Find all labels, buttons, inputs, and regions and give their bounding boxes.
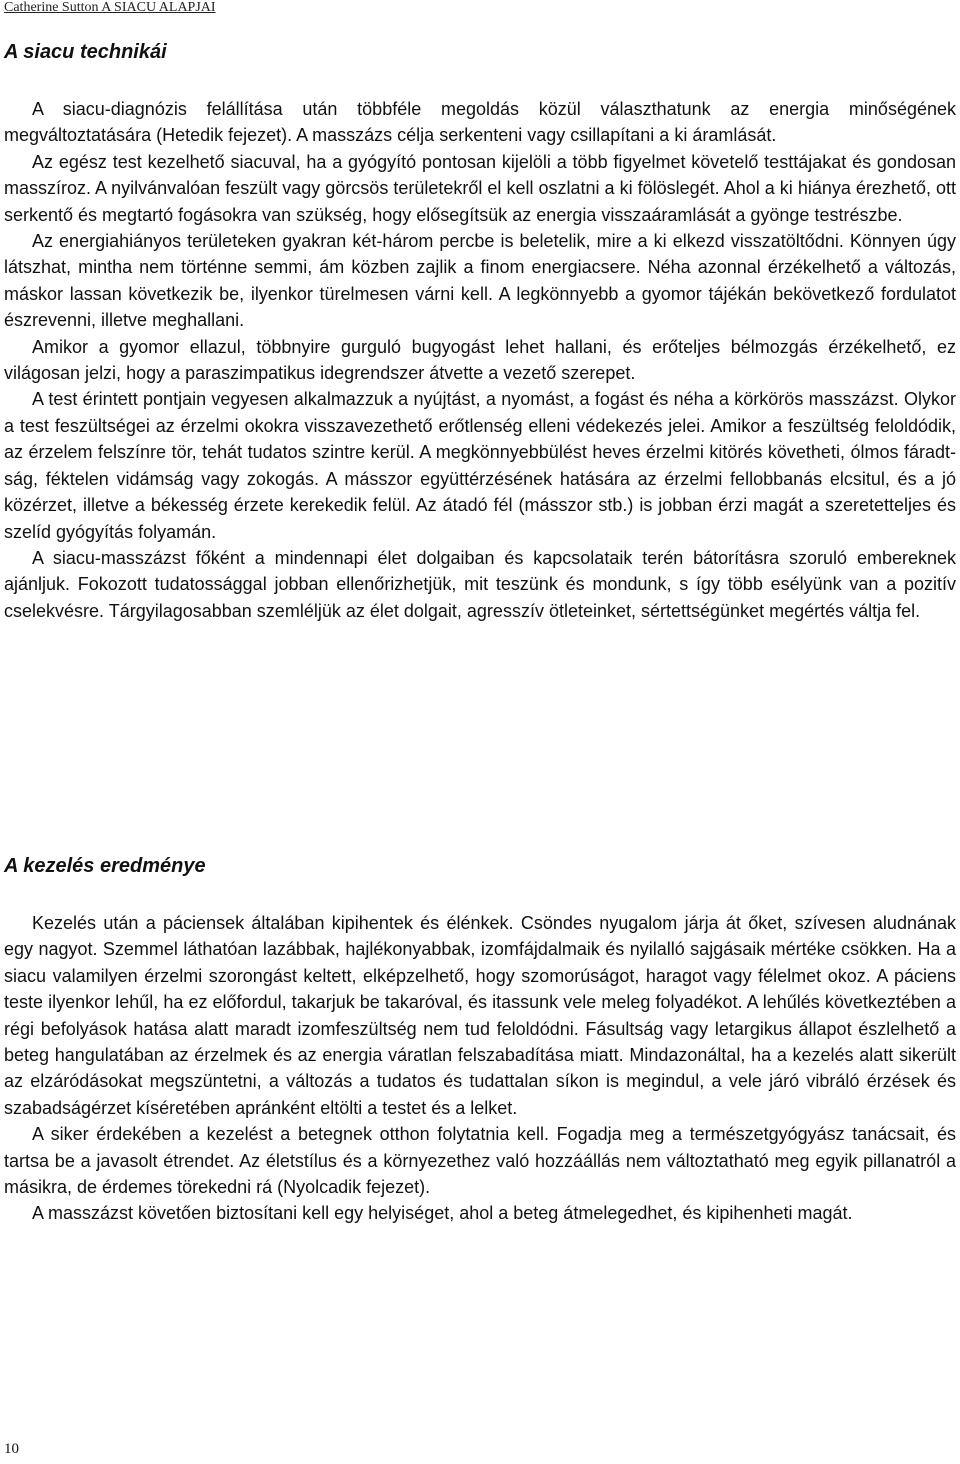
paragraph: A siacu-diagnózis felállítása után többféle megoldás közül választhatunk az energia minőségének megváltoztatására (Hetedik fejezet). A masszázs célja serkenteni vagy csillapítani a ki áramlását. [4, 99, 956, 146]
section-title-siacu-techniques: A siacu technikái [4, 41, 167, 63]
paragraph: A siacu-masszázst főként a mindennapi élet dolgaiban és kapcsolataik terén bátorításra szoruló embereknek ajánljuk. Fokozott tudatossággal jobban ellenőrizhetjük, mit teszünk és mondunk, s így több esélyünk van a pozitív cselekvésre. Tárgyilagosabban szemléljük az élet dolgait, agresszív ötleteinket, sértettségünket megértés váltja fel. [4, 547, 956, 621]
paragraph: A siker érdekében a kezelést a betegnek otthon folytatnia kell. Fogadja meg a természetgyógyász tanácsait, és tartsa be a javasolt étrendet. Az életstílus és a környezethez való hozzáállás nem változtatható meg egyik pillanatról a másikra, de érdemes törekedni rá (Nyolcadik fejezet). [4, 1124, 956, 1198]
paragraph: Kezelés után a páciensek általában kipihentek és élénkek. Csöndes nyugalom járja át őket, szívesen aludnának egy nagyot. Szemmel láthatóan lazábbak, hajlékonyabbak, izomfájdalmaik és nyilalló sajgásaik mértéke csökken. Ha a siacu valamilyen érzelmi szorongást keltett, elképzelhető, hogy szomorúságot, haragot vagy félelmet okoz. A páciens teste ilyenkor lehűl, ha ez előfordul, takarjuk be takaróval, és itassunk vele meleg folyadékot. A lehűlés következtében a régi befolyások hatása alatt maradt izomfeszültség nem tud feloldódni. Fásultság vagy letargikus állapot észlelhető a beteg hangulatában az érzelmek és az energia váratlan felszabadítása miatt. Mindazonáltal, ha a kezelés alatt sikerült az elzáródásokat megszüntetni, a változás a tudatos és tudattalan síkon is megindul, a vele járó vibráló érzések és szabadságérzet kíséretében apránként eltölti a testet és a lelket. [4, 913, 956, 1118]
section-title-treatment-result: A kezelés eredménye [4, 855, 206, 877]
section-body-treatment-result [4, 910, 956, 1227]
paragraph: A masszázst követően biztosítani kell egy helyiséget, ahol a beteg átmelegedhet, és kipihenheti magát. [32, 1203, 853, 1224]
paragraph: A test érintett pontjain vegyesen alkalmazzuk a nyújtást, a nyomást, a fogást és néha a körkörös masszázst. Olykor a test feszültségei az érzelmi okokra visszavezethető erőtlenség elleni védekezés jelei. Amikor a feszültség feloldódik, az érzelem felszínre tör, tehát tudatos szintre kerül. A megkönnyebbülést heves érzelmi kitörés követheti, ólmos fáradtság, féktelen vidámság vagy zokogás. A másszor együttérzésének hatására az érzelmi fellobbanás elcsitul, és a jó közérzet, illetve a békesség érzete kerekedik felül. Az átadó fél (másszor stb.) is jobban érzi magát a szeretetteljes és szelíd gyógyítás folyamán. [4, 389, 956, 542]
paragraph: Az egész test kezelhető siacuval, ha a gyógyító pontosan kijelöli a több figyelmet követelő testtájakat és gondosan masszíroz. A nyilvánvalóan feszült vagy görcsös területekről el kell oszlatni a ki fölöslegét. Ahol a ki hiánya érezhető, ott serkentő és megtartó fogásokra van szükség, hogy elősegítsük az energia visszaáramlását a gyönge testrészbe. [4, 151, 956, 225]
page-number: 10 [4, 1441, 19, 1457]
section-body-siacu-techniques [4, 96, 956, 624]
running-header: Catherine Sutton A SIACU ALAPJAI [4, 0, 216, 15]
paragraph: Amikor a gyomor ellazul, többnyire gurguló bugyogást lehet hallani, és erőteljes bélmozgás érzékelhető, ez világosan jelzi, hogy a paraszimpatikus idegrendszer átvette a vezető szerepet. [4, 336, 956, 384]
paragraph: Az energiahiányos területeken gyakran két-három percbe is beletelik, mire a ki elkezd visszatöltődni. Könnyen úgy látszhat, mintha nem történne semmi, ám közben zajlik a finom energiacsere. Néha azonnal érzékelhető a változás, máskor lassan következik be, ilyenkor türelmesen várni kell. A legkönnyebb a gyomor tájékán bekövetkező fordulatot észrevenni, illetve meghallani. [4, 231, 956, 331]
